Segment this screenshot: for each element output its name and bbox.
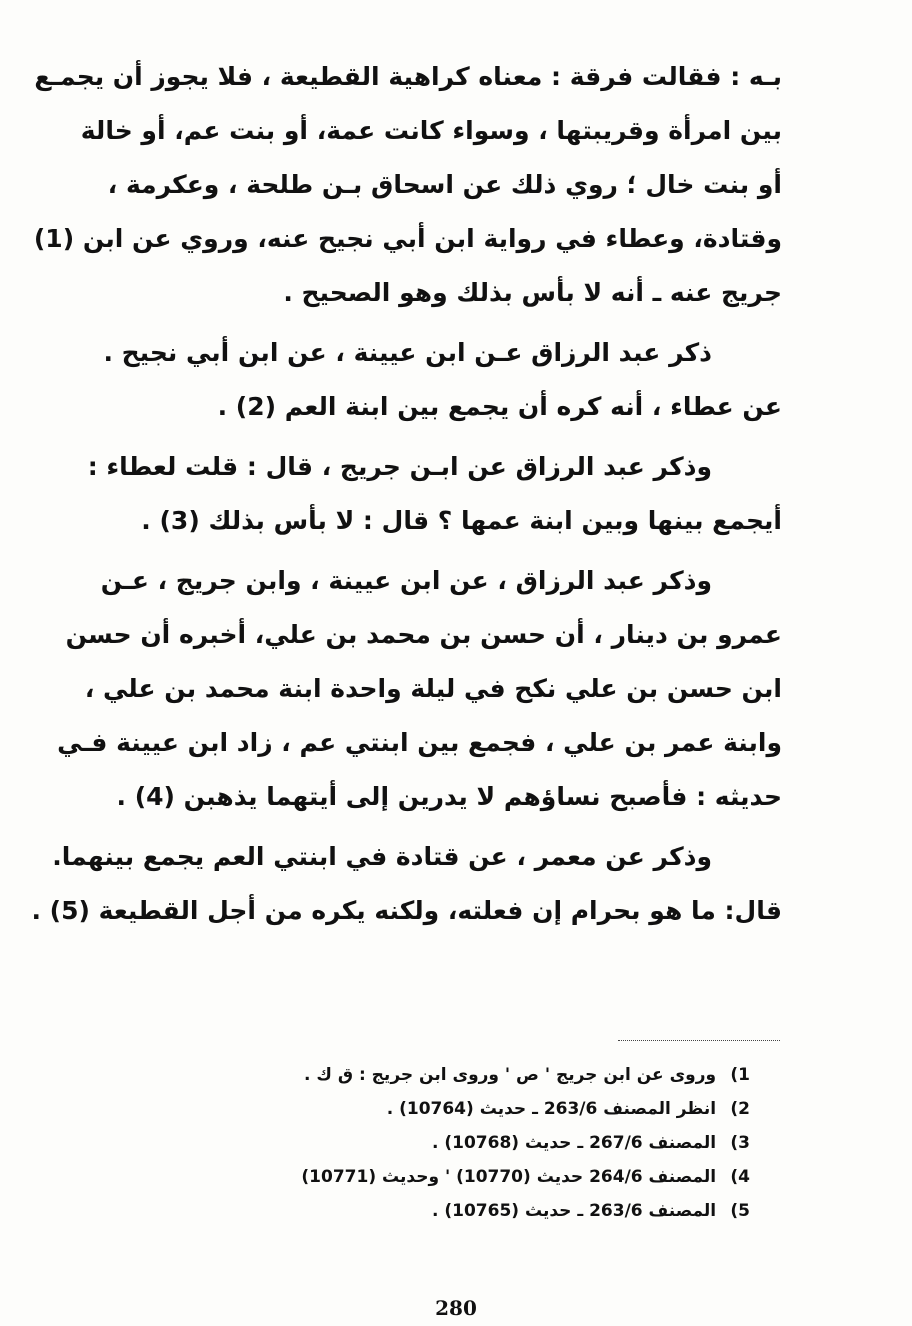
footnote-item (230, 1126, 750, 1160)
text-line: عن عطاء ، أنه كره أن يجمع بين ابنة العم (2) . (217, 392, 782, 421)
text-line: قال: ما هو بحرام إن فعلته، ولكنه يكره من أجل القطيعة (5) . (31, 896, 782, 925)
text-line: أو بنت خال ؛ روي ذلك عن اسحاق بـن طلحة ، وعكرمة ، (107, 170, 782, 199)
footnote-item (230, 1092, 750, 1126)
text-line: أيجمع بينها وبين ابنة عمها ؟ قال : لا بأس بذلك (3) . (141, 506, 782, 535)
text-line: وذكر عبد الرزاق ، عن ابن عيينة ، وابن جريج ، عـن (100, 566, 712, 595)
footnote-number: 1) (730, 1065, 750, 1085)
paragraph-1 (33, 50, 782, 320)
footnote-number: 4) (730, 1167, 750, 1187)
text-line: جريج عنه ـ أنه لا بأس بذلك وهو الصحيح . (283, 278, 782, 307)
text-line: ذكر عبد الرزاق عـن ابن عيينة ، عن ابن أبي نجيح . (103, 338, 712, 367)
footnote-item (230, 1194, 750, 1228)
footnote-text: المصنف 263/6 ـ حديث (10765) . (431, 1201, 717, 1221)
text-line: عمرو بن دينار ، أن حسن بن محمد بن علي، أخبره أن حسن (65, 620, 782, 649)
footnote-text: المصنف 264/6 حديث (10770) ' وحديث (10771) (301, 1167, 717, 1187)
text-line: ابن حسن بن علي نكح في ليلة واحدة ابنة محمد بن علي ، (84, 674, 782, 703)
text-line: وابنة عمر بن علي ، فجمع بين ابنتي عم ، زاد ابن عيينة فـي (57, 728, 782, 757)
footnote-text: انظر المصنف 263/6 ـ حديث (10764) . (386, 1099, 717, 1119)
footnote-number: 2) (730, 1099, 750, 1119)
footnote-divider (618, 1040, 780, 1041)
text-line: حديثه : فأصبح نساؤهم لا يدرين إلى أيتهما يذهبن (4) . (116, 782, 782, 811)
text-line: وذكر عبد الرزاق عن ابـن جريج ، قال : قلت لعطاء : (87, 452, 712, 481)
text-line: وقتادة، وعطاء في رواية ابن أبي نجيح عنه، وروي عن ابن (1) (33, 224, 782, 253)
footnotes (230, 1058, 750, 1228)
paragraph-5 (31, 830, 782, 938)
footnote-item (230, 1058, 750, 1092)
main-text-body (31, 50, 782, 944)
footnote-item (230, 1160, 750, 1194)
paragraph-4 (57, 554, 782, 824)
paragraph-3 (87, 440, 782, 548)
paragraph-2 (103, 326, 782, 434)
footnote-number: 5) (730, 1201, 750, 1221)
page-number: 280 (435, 1296, 477, 1320)
text-line: بين امرأة وقريبتها ، وسواء كانت عمة، أو بنت عم، أو خالة (80, 116, 782, 145)
footnote-text: المصنف 267/6 ـ حديث (10768) . (431, 1133, 717, 1153)
text-line: وذكر عن معمر ، عن قتادة في ابنتي العم يجمع بينهما. (52, 842, 712, 871)
footnote-number: 3) (730, 1133, 750, 1153)
footnote-text: وروى عن ابن جريج ' ص ' وروى ابن جريج : ق ك . (303, 1065, 717, 1085)
text-line: بـه : فقالت فرقة : معناه كراهية القطيعة ، فلا يجوز أن يجمـع (34, 62, 782, 91)
